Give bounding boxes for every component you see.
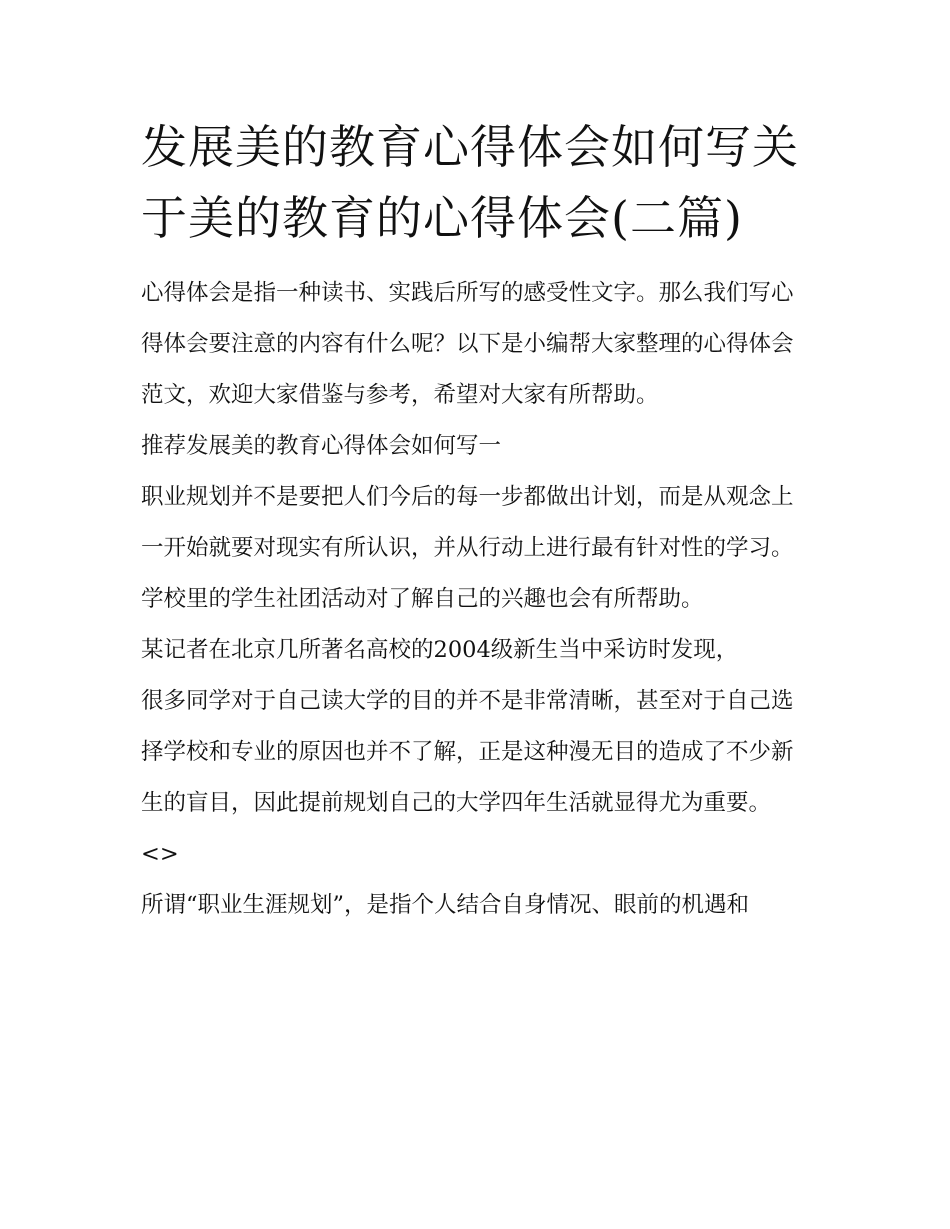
paragraph-subheading: 推荐发展美的教育心得体会如何写一: [141, 433, 502, 459]
paragraph-reporter: 某记者在北京几所著名高校的2004级新生当中采访时发现，: [141, 637, 739, 663]
document-page: [141, 112, 813, 931]
paragraph-placeholder: <>: [141, 841, 179, 867]
document-body: [141, 268, 813, 931]
document-title: 发展美的教育心得体会如何写关于美的教育的心得体会(二篇): [141, 120, 799, 245]
paragraph-definition: 所谓“职业生涯规划”，是指个人结合自身情况、眼前的机遇和: [141, 892, 750, 918]
paragraph-intro: 心得体会是指一种读书、实践后所写的感受性文字。那么我们写心得体会要注意的内容有什么呢？以下是小编帮大家整理的心得体会范文，欢迎大家借鉴与参考，希望对大家有所帮助。: [141, 280, 794, 408]
paragraph-students: 很多同学对于自己读大学的目的并不是非常清晰，甚至对于自己选择学校和专业的原因也并不了解，正是这种漫无目的造成了不少新生的盲目，因此提前规划自己的大学四年生活就显得尤为重要。: [141, 688, 794, 816]
paragraph-career-planning: 职业规划并不是要把人们今后的每一步都做出计划，而是从观念上一开始就要对现实有所认识，并从行动上进行最有针对性的学习。学校里的学生社团活动对了解自己的兴趣也会有所帮助。: [141, 484, 794, 612]
